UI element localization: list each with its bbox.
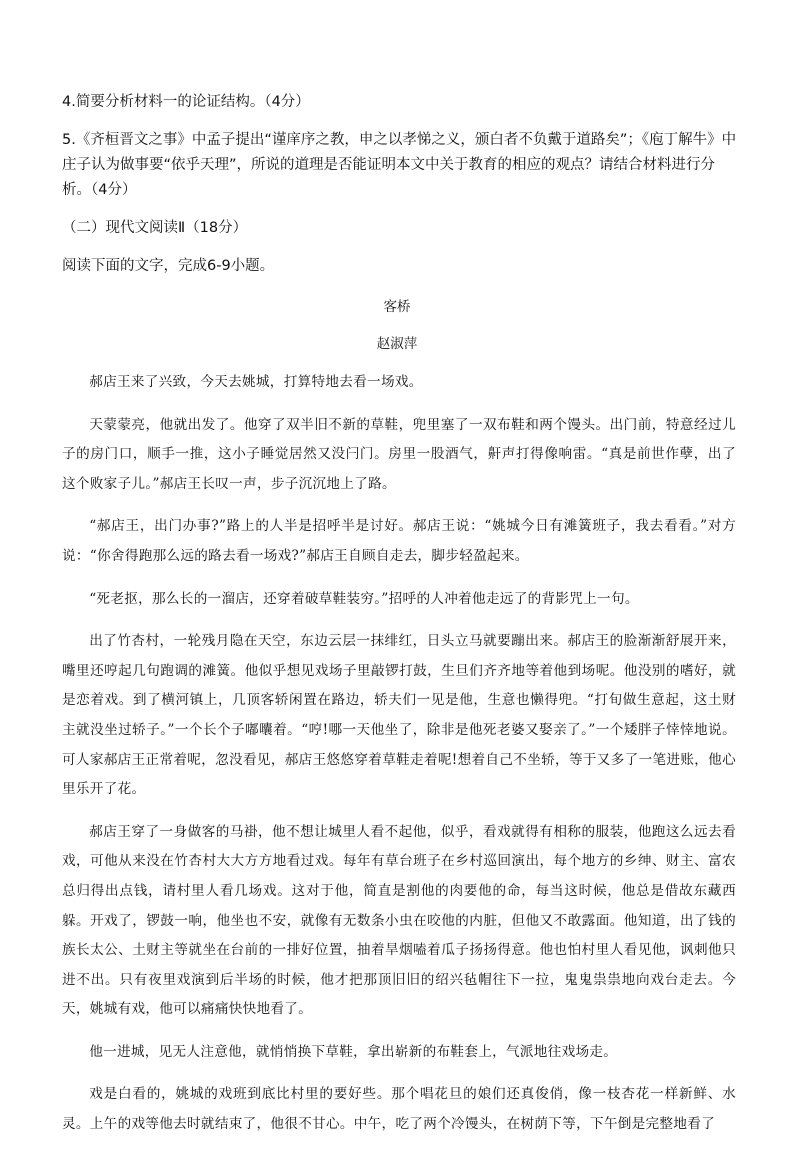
article-paragraph: 他一进城，见无人注意他，就悄悄换下草鞋，拿出崭新的布鞋套上，气派地往戏场走。 xyxy=(89,1043,618,1060)
article-paragraph: “死老抠，那么长的一溜店，还穿着破草鞋装穷。”招呼的人冲着他走远了的背影咒上一句。 xyxy=(89,590,639,607)
question-5: 5.《齐桓晋文之事》中孟子提出“谨庠序之教，申之以孝悌之义，颁白者不负戴于道路矣”；《庖丁解牛》中庄子认为做事要“依乎天理”，所说的道理是否能证明本文中关于教育的相应的观点？请结合材料进行分析。（4分） xyxy=(62,132,737,198)
question-4: 4.简要分析材料一的论证结构。（4分） xyxy=(62,94,310,110)
article-paragraph: 天蒙蒙亮，他就出发了。他穿了双半旧不新的草鞋，兜里塞了一双布鞋和两个馒头。出门前，特意经过儿子的房门口，顺手一推，这小子睡觉居然又没闩门。房里一股酒气，鼾声打得像响雷。“真是前世作孽，出了这个败家子儿。”郝店王长叹一声，步子沉沉地上了路。 xyxy=(62,416,736,492)
article-title: 客桥 xyxy=(383,299,411,315)
article-paragraph: 戏是白看的，姚城的戏班到底比村里的要好些。那个唱花旦的娘们还真俊俏，像一枝杏花一样新鲜、水灵。上午的戏等他去时就结束了，他很不甘心。中午，吃了两个冷馒头，在树荫下等，下午倒是完整地看了 xyxy=(62,1086,736,1133)
article-paragraph: 郝店王来了兴致，今天去姚城，打算特地去看一场戏。 xyxy=(89,374,423,390)
article-author: 赵淑萍 xyxy=(376,336,418,352)
article-body xyxy=(62,368,736,1153)
section-heading: （二）现代文阅读Ⅱ（18分） xyxy=(62,220,248,236)
article-paragraph: 出了竹杏村，一轮残月隐在天空，东边云层一抹绯红，日头立马就要蹦出来。郝店王的脸渐渐舒展开来，嘴里还哼起几句跑调的滩簧。他似乎想见戏场子里敲锣打鼓，生旦们齐齐地等着他到场呢。他没别的嗜好，就是恋着戏。到了横河镇上，几顶客轿闲置在路边，轿夫们一见是他，生意也懒得兜。“打旬做生意起，这土财主就没坐过轿子。”一个长个子嘟囔着。“哼!哪一天他坐了，除非是他死老婆又娶亲了。”一个矮胖子悻悻地说。可人家郝店王正常着呢，忽没看见，郝店王悠悠穿着草鞋走着呢!想着自己不坐轿，等于又多了一笔进账，他心里乐开了花。 xyxy=(62,633,736,798)
reading-instruction: 阅读下面的文字，完成6-9小题。 xyxy=(62,258,275,274)
article-paragraph: 郝店王穿了一身做客的马褂，他不想让城里人看不起他，似乎，看戏就得有相称的服装，他跑这么远去看戏，可他从来没在竹杏村大大方方地看过戏。每年有草台班子在乡村巡回演出，每个地方的乡绅、财主、富农总归得出点钱，请村里人看几场戏。这对于他，简直是割他的肉要他的命，每当这时候，他总是借故东藏西躲。开戏了，锣鼓一响，他坐也不安，就像有无数条小虫在咬他的内脏，但他又不敢露面。他知道，出了钱的族长太公、土财主等就坐在台前的一排好位置，抽着旱烟嗑着瓜子扬扬得意。他也怕村里人看见他，讽刺他只进不出。只有夜里戏演到后半场的时候，他才把那顶旧旧的绍兴毡帽往下一拉，鬼鬼祟祟地向戏台走去。今天，姚城有戏，他可以痛痛快快地看了。 xyxy=(62,823,736,1018)
article-paragraph: “郝店王，出门办事?”路上的人半是招呼半是讨好。郝店王说：“姚城今日有滩簧班子，我去看看。”对方说：“你舍得跑那么远的路去看一场戏?”郝店王自顾自走去，脚步轻盈起来。 xyxy=(62,518,736,564)
